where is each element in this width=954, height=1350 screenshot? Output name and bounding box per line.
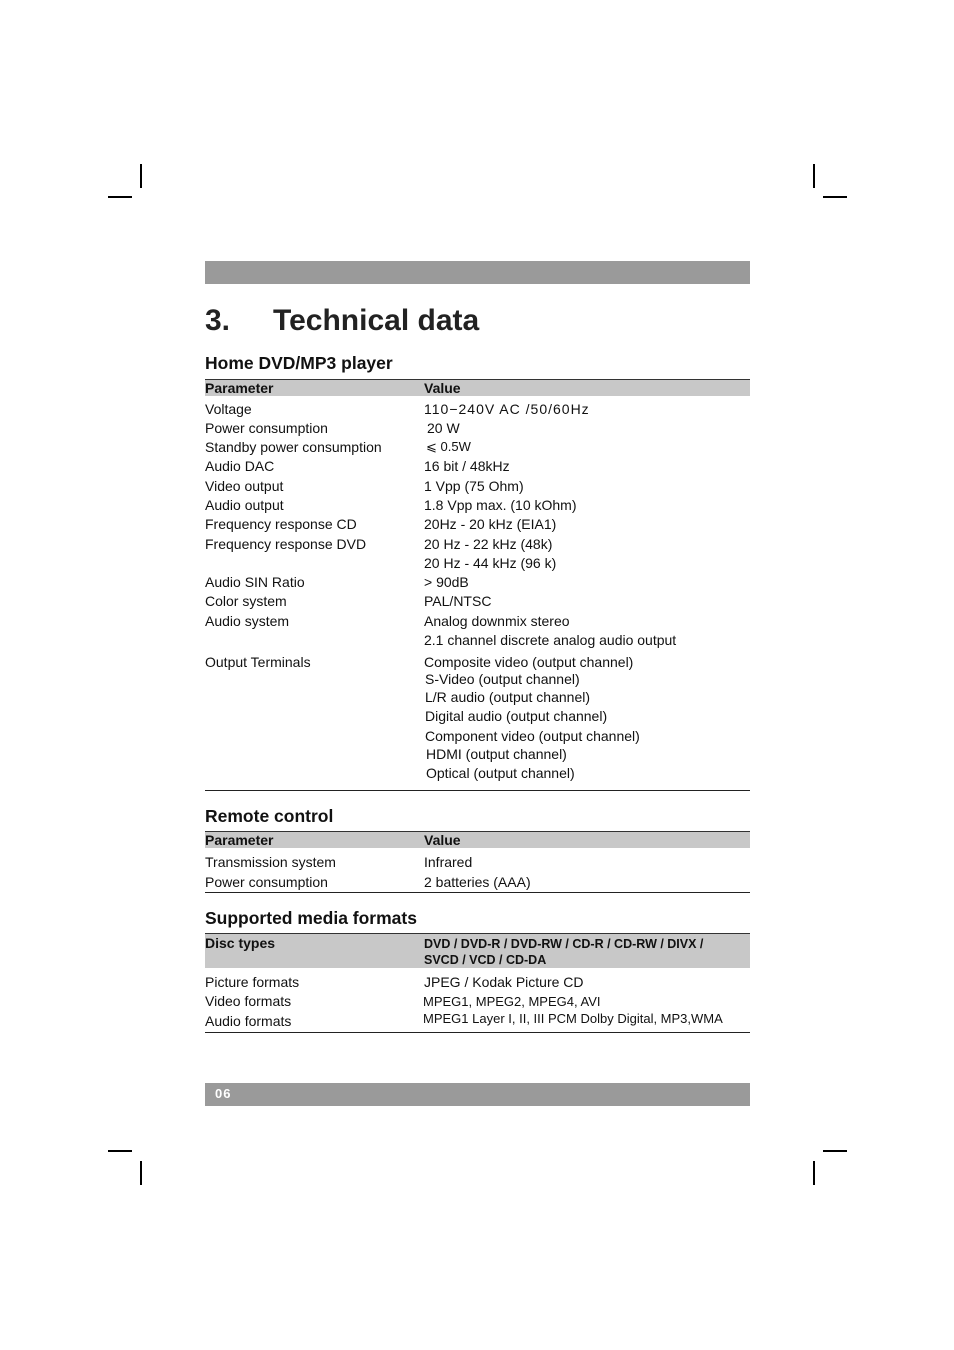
param-label: Video formats (205, 993, 292, 1009)
param-value: Analog downmix stereo (424, 613, 570, 629)
param-label: Frequency response CD (205, 516, 357, 532)
param-label: Voltage (205, 401, 252, 417)
param-value: PAL/NTSC (424, 593, 492, 609)
param-value: 20 W (427, 420, 460, 436)
param-value: 20 Hz - 22 kHz (48k) (424, 536, 553, 552)
param-label: Audio DAC (205, 458, 275, 474)
param-value: 1 Vpp (75 Ohm) (424, 478, 524, 494)
param-value: MPEG1 Layer I, II, III PCM Dolby Digital, MP3,WMA (423, 1011, 723, 1026)
page-number: 06 (215, 1086, 232, 1101)
param-value: 20 Hz - 44 kHz (96 k) (424, 555, 557, 571)
param-label: Power consumption (205, 420, 328, 436)
param-value: L/R audio (output channel) (425, 689, 590, 705)
page-title (205, 304, 479, 338)
param-value: MPEG1, MPEG2, MPEG4, AVI (423, 994, 601, 1009)
table-bottom-rule (205, 892, 750, 893)
table-bottom-rule (205, 790, 750, 791)
param-value: > 90dB (424, 574, 469, 590)
crop-mark (140, 1161, 142, 1185)
param-value: JPEG / Kodak Picture CD (424, 974, 584, 990)
crop-mark (813, 1161, 815, 1185)
header-value: Value (424, 380, 461, 396)
header-value: Value (424, 832, 461, 848)
crop-mark (813, 164, 815, 188)
param-label: Standby power consumption (205, 439, 382, 455)
header-disc-list-line2: SVCD / VCD / CD-DA (424, 953, 547, 967)
chapter-title: Technical data (273, 304, 480, 337)
param-label: Audio output (205, 497, 284, 513)
param-label: Output Terminals (205, 654, 311, 670)
table-bottom-rule (205, 1032, 750, 1033)
param-label: Picture formats (205, 974, 300, 990)
param-label: Frequency response DVD (205, 536, 367, 552)
param-value: 110−240V AC /50/60Hz (424, 401, 590, 417)
param-value: Component video (output channel) (425, 728, 640, 744)
param-label: Audio formats (205, 1013, 292, 1029)
param-label: Power consumption (205, 874, 328, 890)
header-parameter: Parameter (205, 832, 274, 848)
param-value: Optical (output channel) (426, 765, 575, 781)
param-value: ⩽ 0.5W (426, 439, 471, 454)
param-value: 16 bit / 48kHz (424, 458, 510, 474)
param-value: 2.1 channel discrete analog audio output (424, 632, 677, 648)
crop-mark (108, 1150, 132, 1152)
header-disc-list-line1: DVD / DVD-R / DVD-RW / CD-R / CD-RW / DIVX / (424, 937, 704, 951)
footer-bar (205, 1083, 750, 1106)
param-label: Transmission system (205, 854, 336, 870)
param-label: Video output (205, 478, 284, 494)
param-value: Composite video (output channel) (424, 654, 634, 670)
header-disc-types: Disc types (205, 935, 276, 951)
crop-mark (823, 196, 847, 198)
crop-mark (108, 196, 132, 198)
param-value: S-Video (output channel) (425, 671, 580, 687)
header-parameter: Parameter (205, 380, 274, 396)
section-title-media: Supported media formats (205, 908, 417, 928)
section-title-remote: Remote control (205, 806, 334, 826)
param-label: Audio SIN Ratio (205, 574, 305, 590)
crop-mark (823, 1150, 847, 1152)
media-table-header (205, 933, 750, 968)
param-value: HDMI (output channel) (426, 746, 567, 762)
crop-mark (140, 164, 142, 188)
param-label: Color system (205, 593, 287, 609)
param-value: 2 batteries (AAA) (424, 874, 531, 890)
param-value: 1.8 Vpp max. (10 kOhm) (424, 497, 577, 513)
param-label: Audio system (205, 613, 290, 629)
param-value: 20Hz - 20 kHz (EIA1) (424, 516, 557, 532)
param-value: Digital audio (output channel) (425, 708, 608, 724)
section-title-player: Home DVD/MP3 player (205, 353, 393, 373)
remote-table-header (205, 831, 750, 848)
player-table-header (205, 379, 750, 396)
header-bar (205, 261, 750, 284)
param-value: Infrared (424, 854, 473, 870)
chapter-number: 3. (205, 304, 231, 337)
